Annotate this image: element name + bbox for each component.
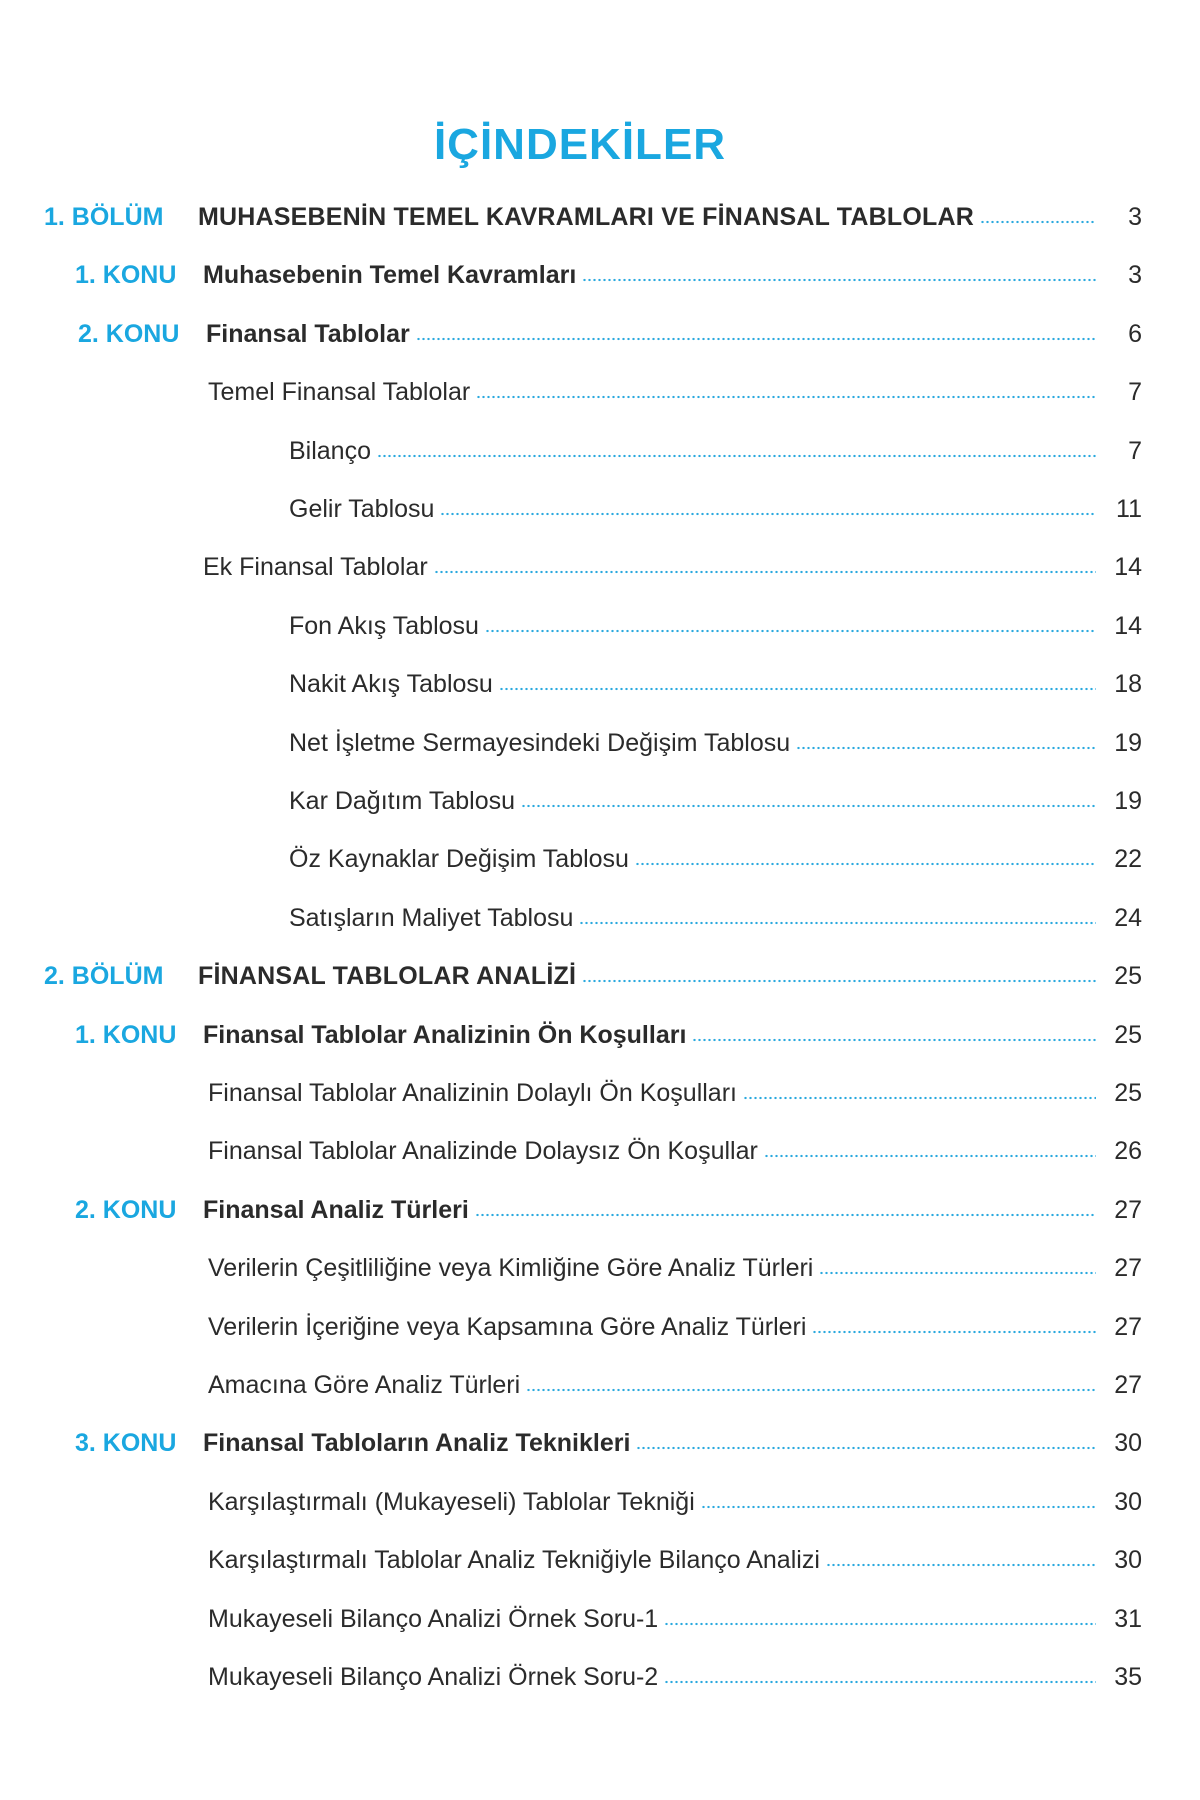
toc-entry-page-number: 6 xyxy=(1128,319,1142,348)
dot-leader xyxy=(764,1154,1096,1158)
dot-leader xyxy=(692,1038,1096,1042)
toc-entry-title: Temel Finansal Tablolar xyxy=(208,378,471,407)
toc-entry-title: Kar Dağıtım Tablosu xyxy=(289,787,516,815)
toc-entry-page-number: 19 xyxy=(1114,728,1142,757)
toc-entry[interactable] xyxy=(75,1185,1142,1225)
dot-leader xyxy=(434,570,1096,574)
toc-entry[interactable] xyxy=(208,1302,1142,1342)
toc-entry-title: FİNANSAL TABLOLAR ANALİZİ xyxy=(198,962,577,991)
toc-entry[interactable] xyxy=(289,893,1142,933)
page-title: İÇİNDEKİLER xyxy=(433,120,727,169)
toc-entry-title: Verilerin Çeşitliliğine veya Kimliğine Göre Analiz Türleri xyxy=(208,1254,814,1283)
toc-entry-page-number: 31 xyxy=(1114,1604,1142,1633)
toc-entry-title: Amacına Göre Analiz Türleri xyxy=(208,1371,521,1399)
toc-entry[interactable] xyxy=(44,192,1142,232)
toc-entry-page-number: 25 xyxy=(1114,1020,1142,1049)
toc-entry-page-number: 11 xyxy=(1116,495,1142,523)
toc-entry-page-number: 27 xyxy=(1114,1195,1142,1224)
toc-entry[interactable] xyxy=(208,1652,1142,1692)
toc-entry[interactable] xyxy=(44,951,1142,991)
toc-entry-prefix: 3. KONU xyxy=(75,1429,177,1458)
toc-entry[interactable] xyxy=(289,426,1142,466)
toc-entry[interactable] xyxy=(289,718,1142,758)
toc-entry[interactable] xyxy=(289,659,1142,699)
toc-entry[interactable] xyxy=(208,1243,1142,1283)
toc-entry[interactable] xyxy=(289,601,1142,641)
toc-entry-title: Verilerin İçeriğine veya Kapsamına Göre Analiz Türleri xyxy=(208,1312,807,1341)
toc-entry[interactable] xyxy=(78,309,1142,349)
toc-entry[interactable] xyxy=(208,1477,1142,1517)
dot-leader xyxy=(377,454,1096,458)
dot-leader xyxy=(743,1096,1096,1100)
dot-leader xyxy=(826,1563,1096,1567)
toc-entry[interactable] xyxy=(208,1594,1142,1634)
dot-leader xyxy=(664,1680,1096,1684)
dot-leader xyxy=(796,746,1096,750)
toc-entry[interactable] xyxy=(208,367,1142,407)
toc-entry-prefix: 2. BÖLÜM xyxy=(44,962,164,991)
toc-entry-title: Finansal Tablolar Analizinin Dolaylı Ön Koşulları xyxy=(208,1079,737,1107)
toc-entry-title: Finansal Tablolar Analizinde Dolaysız Ön Koşullar xyxy=(208,1137,758,1166)
toc-entry-title: Ek Finansal Tablolar xyxy=(203,553,428,582)
toc-entry-page-number: 30 xyxy=(1114,1546,1142,1575)
toc-entry-prefix: 2. KONU xyxy=(78,319,180,348)
dot-leader xyxy=(582,979,1096,983)
toc-entry-title: Finansal Tablolar xyxy=(206,319,410,348)
toc-entry-page-number: 30 xyxy=(1114,1429,1142,1458)
toc-entry-title: Karşılaştırmalı Tablolar Analiz Tekniğiyle Bilanço Analizi xyxy=(208,1546,820,1575)
dot-leader xyxy=(636,1446,1096,1450)
toc-entry[interactable] xyxy=(75,1418,1142,1458)
toc-entry-page-number: 30 xyxy=(1114,1487,1142,1516)
dot-leader xyxy=(476,395,1096,399)
toc-entry[interactable] xyxy=(208,1535,1142,1575)
toc-entry-title: Mukayeseli Bilanço Analizi Örnek Soru-2 xyxy=(208,1663,659,1691)
toc-entry-prefix: 1. KONU xyxy=(75,261,177,290)
toc-entry-page-number: 7 xyxy=(1128,436,1142,465)
dot-leader xyxy=(579,921,1096,925)
dot-leader xyxy=(485,629,1096,633)
dot-leader xyxy=(440,512,1096,516)
toc-entry-title: Finansal Tablolar Analizinin Ön Koşulları xyxy=(203,1020,687,1049)
toc-entry-title: Nakit Akış Tablosu xyxy=(289,670,493,699)
toc-entry[interactable] xyxy=(208,1068,1142,1108)
toc-entry-page-number: 3 xyxy=(1128,261,1142,290)
toc-entry-title: Mukayeseli Bilanço Analizi Örnek Soru-1 xyxy=(208,1604,659,1633)
dot-leader xyxy=(526,1388,1096,1392)
dot-leader xyxy=(521,804,1096,808)
toc-entry-title: Satışların Maliyet Tablosu xyxy=(289,903,574,932)
toc-entry-page-number: 3 xyxy=(1128,203,1142,231)
toc-entry-title: Gelir Tablosu xyxy=(289,495,435,523)
toc-entry[interactable] xyxy=(289,834,1142,874)
toc-entry-title: Karşılaştırmalı (Mukayeseli) Tablolar Tekniği xyxy=(208,1487,695,1516)
toc-entry-page-number: 14 xyxy=(1114,553,1142,582)
dot-leader xyxy=(635,862,1096,866)
toc-entry-prefix: 1. KONU xyxy=(75,1020,177,1049)
dot-leader xyxy=(664,1622,1096,1626)
dot-leader xyxy=(701,1505,1096,1509)
toc-entry-page-number: 14 xyxy=(1114,611,1142,640)
toc-entry-page-number: 18 xyxy=(1114,670,1142,699)
dot-leader xyxy=(582,278,1096,282)
dot-leader xyxy=(819,1271,1096,1275)
toc-entry-page-number: 25 xyxy=(1114,962,1142,991)
dot-leader xyxy=(416,337,1096,341)
toc-entry-title: Finansal Analiz Türleri xyxy=(203,1195,469,1224)
dot-leader xyxy=(980,220,1096,224)
toc-entry-prefix: 1. BÖLÜM xyxy=(44,203,164,231)
toc-entry[interactable] xyxy=(289,776,1142,816)
toc-entry[interactable] xyxy=(289,484,1142,524)
toc-entry-title: Bilanço xyxy=(289,436,371,465)
toc-entry-title: Net İşletme Sermayesindeki Değişim Tablosu xyxy=(289,728,791,757)
toc-entry-page-number: 25 xyxy=(1114,1079,1142,1107)
toc-entry[interactable] xyxy=(208,1126,1142,1166)
toc-entry-title: Fon Akış Tablosu xyxy=(289,611,479,640)
toc-entry-page-number: 24 xyxy=(1114,903,1142,932)
toc-entry-page-number: 26 xyxy=(1114,1137,1142,1166)
toc-entry[interactable] xyxy=(208,1360,1142,1400)
toc-entry-title: Muhasebenin Temel Kavramları xyxy=(203,261,577,290)
dot-leader xyxy=(812,1330,1096,1334)
dot-leader xyxy=(499,687,1096,691)
dot-leader xyxy=(475,1213,1096,1217)
toc-entry-title: Finansal Tabloların Analiz Teknikleri xyxy=(203,1429,631,1458)
toc-entry[interactable] xyxy=(75,250,1142,290)
toc-entry-page-number: 19 xyxy=(1114,787,1142,815)
toc-entry-page-number: 27 xyxy=(1114,1312,1142,1341)
toc-entry[interactable] xyxy=(75,1010,1142,1050)
toc-entry-title: Öz Kaynaklar Değişim Tablosu xyxy=(289,845,629,874)
toc-entry-prefix: 2. KONU xyxy=(75,1195,177,1224)
toc-entry-page-number: 27 xyxy=(1114,1371,1142,1399)
toc-entry-page-number: 27 xyxy=(1114,1254,1142,1283)
toc-entry-title: MUHASEBENİN TEMEL KAVRAMLARI VE FİNANSAL TABLOLAR xyxy=(198,203,974,231)
toc-entry[interactable] xyxy=(203,542,1142,582)
toc-entry-page-number: 7 xyxy=(1128,378,1142,407)
toc-entry-page-number: 22 xyxy=(1114,845,1142,874)
toc-entry-page-number: 35 xyxy=(1114,1663,1142,1691)
